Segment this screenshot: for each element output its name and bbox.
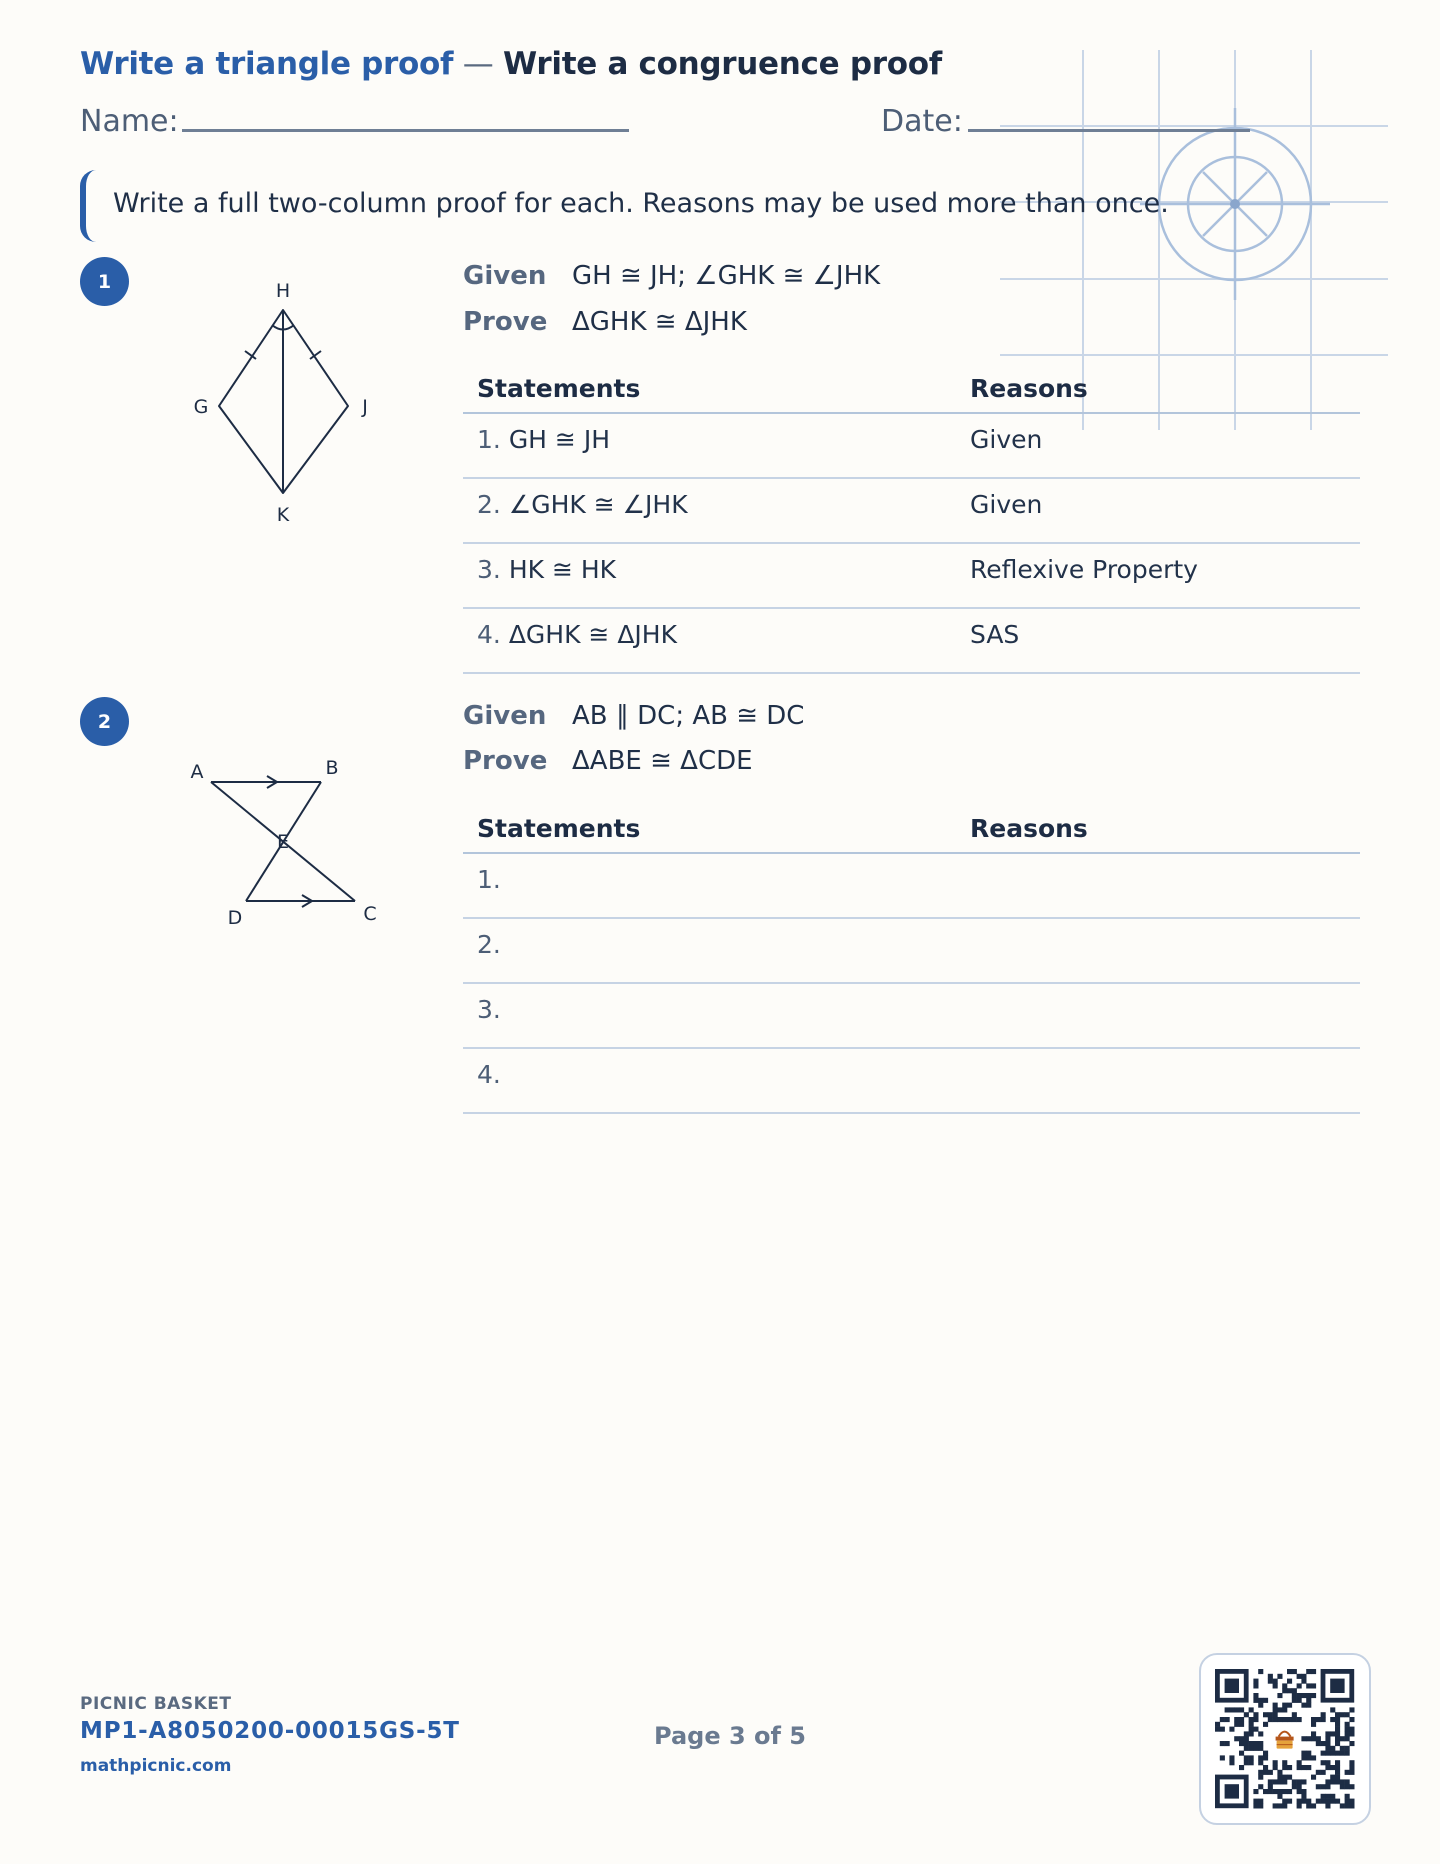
- statement-cell[interactable]: 2. ∠GHK ≅ ∠JHK: [477, 490, 688, 519]
- vertex-label-b: B: [325, 757, 339, 779]
- reason-cell[interactable]: SAS: [970, 620, 1020, 649]
- statements-header: Statements: [477, 814, 641, 843]
- title-topic: Write a triangle proof: [80, 46, 454, 82]
- table-row: [463, 919, 1360, 984]
- statement-cell[interactable]: 3. HK ≅ HK: [477, 555, 617, 584]
- table-row: [463, 544, 1360, 609]
- statement-cell[interactable]: 4. ΔGHK ≅ ΔJHK: [477, 620, 677, 649]
- table-row: [463, 984, 1360, 1049]
- vertex-label-g: G: [193, 396, 209, 418]
- vertex-label-h: H: [275, 280, 291, 302]
- proof-table: [463, 364, 1360, 674]
- table-row: [463, 854, 1360, 919]
- name-field[interactable]: [182, 129, 629, 132]
- prove-label: Prove: [463, 307, 548, 337]
- given-label: Given: [463, 261, 547, 291]
- given-label: Given: [463, 701, 547, 731]
- title-separator: —: [453, 46, 504, 82]
- vertex-label-a: A: [190, 761, 204, 783]
- statement-cell[interactable]: 3.: [477, 995, 501, 1024]
- qr-code-frame: [1199, 1653, 1371, 1825]
- statement-cell[interactable]: 2.: [477, 930, 501, 959]
- table-row: [463, 1049, 1360, 1114]
- bowtie-figure-diagram: [180, 740, 390, 930]
- vertex-label-e: E: [276, 831, 290, 853]
- problem-number-badge: 2: [80, 697, 129, 746]
- statement-cell[interactable]: 1.: [477, 865, 501, 894]
- prove-label: Prove: [463, 746, 548, 776]
- page-title: [80, 46, 942, 82]
- given-text: AB ∥ DC; AB ≅ DC: [572, 701, 805, 731]
- table-row: [463, 479, 1360, 544]
- reason-cell[interactable]: Reflexive Property: [970, 555, 1198, 584]
- vertex-label-k: K: [276, 504, 290, 526]
- date-field[interactable]: [968, 129, 1250, 132]
- instructions-text: Write a full two-column proof for each. Reasons may be used more than once.: [113, 188, 1169, 219]
- reason-cell[interactable]: Given: [970, 490, 1043, 519]
- problem-number-badge: 1: [80, 257, 129, 306]
- date-label: Date:: [881, 104, 963, 139]
- statement-cell[interactable]: 1. GH ≅ JH: [477, 425, 610, 454]
- vertex-label-j: J: [362, 396, 368, 418]
- name-label: Name:: [80, 104, 179, 139]
- page-number: Page 3 of 5: [654, 1722, 806, 1750]
- qr-code-icon: [1201, 1655, 1369, 1823]
- reasons-header: Reasons: [970, 814, 1088, 843]
- prove-text: ΔABE ≅ ΔCDE: [572, 746, 753, 776]
- given-text: GH ≅ JH; ∠GHK ≅ ∠JHK: [572, 261, 881, 291]
- vertex-label-d: D: [227, 907, 243, 929]
- footer-site-link[interactable]: mathpicnic.com: [80, 1756, 232, 1776]
- statement-cell[interactable]: 4.: [477, 1060, 501, 1089]
- footer-brand: PICNIC BASKET: [80, 1694, 232, 1714]
- kite-figure-diagram: [180, 270, 380, 535]
- table-row: [463, 609, 1360, 674]
- prove-text: ΔGHK ≅ ΔJHK: [572, 307, 747, 337]
- title-subtitle: Write a congruence proof: [503, 46, 942, 82]
- statements-header: Statements: [477, 374, 641, 403]
- reason-cell[interactable]: Given: [970, 425, 1043, 454]
- proof-table: [463, 804, 1360, 1114]
- instruction-accent-bar: [80, 170, 96, 242]
- proof-table-header: [463, 364, 1360, 414]
- reasons-header: Reasons: [970, 374, 1088, 403]
- table-row: [463, 414, 1360, 479]
- proof-table-header: [463, 804, 1360, 854]
- vertex-label-c: C: [363, 903, 377, 925]
- footer-code: MP1-A8050200-00015GS-5T: [80, 1718, 460, 1744]
